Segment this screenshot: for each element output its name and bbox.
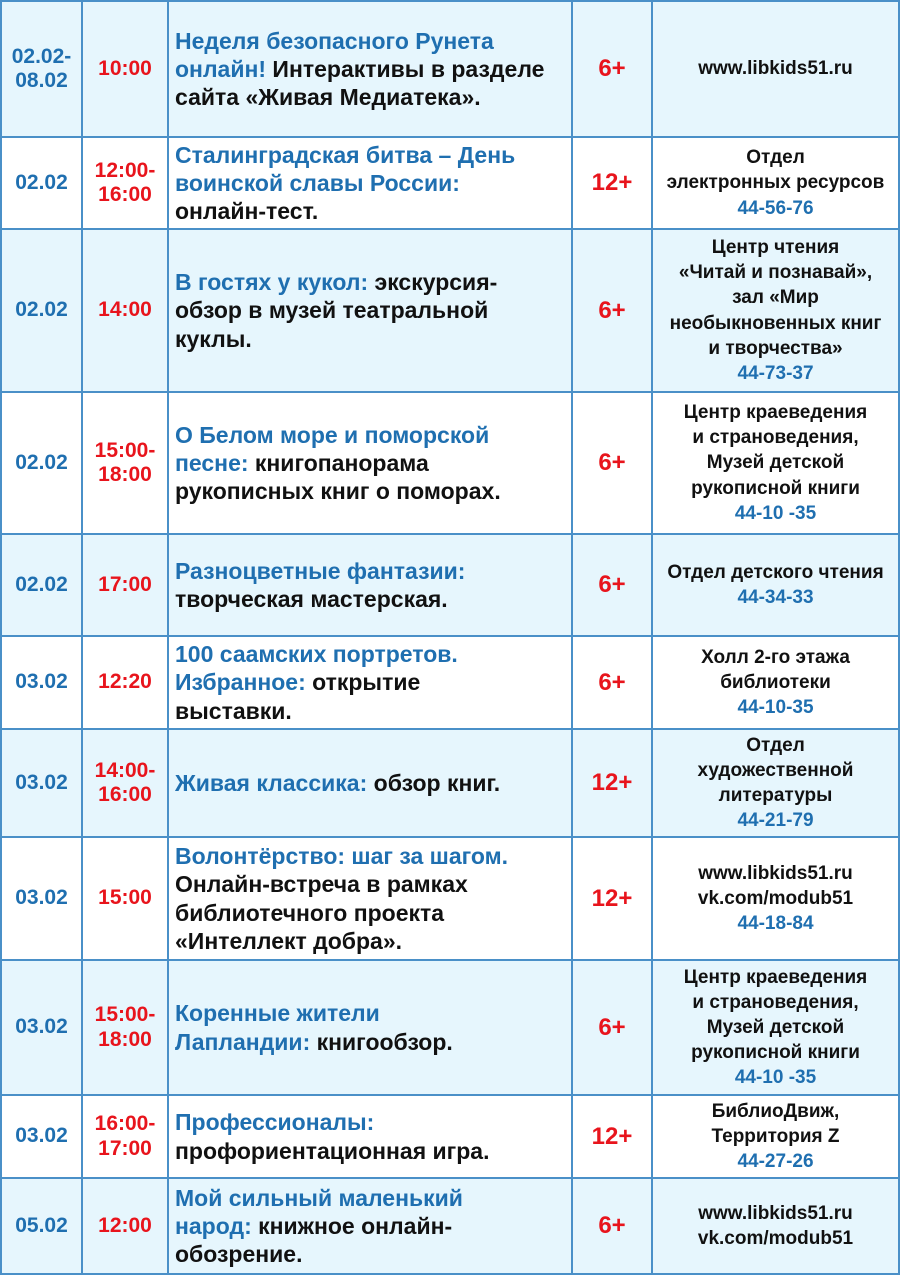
event-row: [1, 1, 899, 137]
phone-number: 44-73-37: [737, 362, 814, 384]
location-line: зал «Мир: [732, 287, 819, 309]
event-date-line: 02.02: [15, 298, 68, 322]
event-time: [82, 1, 168, 137]
event-time-line: 16:00-: [94, 1112, 156, 1136]
location-line: рукописной книги: [691, 1042, 860, 1064]
event-time-line: 17:00: [98, 1136, 152, 1160]
event-date: [1, 729, 82, 837]
phone-number: 44-18-84: [737, 913, 814, 935]
event-detail: экскурсия-: [368, 269, 498, 296]
location-line: www.libkids51.ru: [698, 58, 853, 80]
event-date-line: 05.02: [15, 1213, 68, 1237]
age-rating: 12+: [572, 1095, 652, 1178]
event-date: [1, 229, 82, 392]
event-title: Неделя безопасного Рунета: [175, 27, 494, 54]
event-description: [168, 392, 572, 534]
location-line: Центр чтения: [711, 237, 840, 259]
event-time-line: 15:00: [98, 886, 152, 910]
event-description: [168, 534, 572, 636]
event-title: народ:: [175, 1212, 252, 1239]
event-time-line: 18:00: [98, 463, 152, 486]
event-row: [1, 392, 899, 534]
event-description: [168, 960, 572, 1095]
event-detail: книжное онлайн-: [251, 1212, 453, 1239]
age-rating: 6+: [572, 960, 652, 1095]
event-detail: обзор книг.: [367, 769, 501, 796]
age-rating: 6+: [572, 1, 652, 137]
event-title: Сталинградская битва – День: [175, 141, 516, 168]
location-line: БиблиоДвиж,: [711, 1100, 840, 1122]
event-time: [82, 392, 168, 534]
event-description: [168, 229, 572, 392]
event-detail: обозрение.: [175, 1241, 303, 1268]
event-time: [82, 729, 168, 837]
age-rating: 12+: [572, 729, 652, 837]
event-description: [168, 137, 572, 229]
event-detail: творческая мастерская.: [175, 586, 448, 612]
event-time-line: 14:00: [98, 298, 152, 322]
event-row: [1, 534, 899, 636]
event-date-line: 08.02: [15, 69, 68, 92]
location-line: рукописной книги: [691, 477, 860, 499]
event-detail: рукописных книг о поморах.: [175, 478, 501, 505]
event-time-line: 18:00: [98, 1027, 152, 1051]
event-location: [652, 1, 899, 137]
event-location: [652, 534, 899, 636]
event-date: [1, 1178, 82, 1274]
event-time-line: 15:00-: [94, 1003, 156, 1027]
event-title: Лапландии:: [175, 1028, 311, 1055]
event-title: О Белом море и поморской: [175, 421, 490, 448]
event-time-line: 12:20: [98, 670, 152, 694]
age-rating: 6+: [572, 534, 652, 636]
event-detail: библиотечного проекта: [175, 899, 445, 926]
event-detail: открытие: [305, 669, 421, 696]
event-detail: обзор в музей театральной: [175, 297, 489, 324]
phone-number: 44-10 -35: [734, 502, 817, 524]
event-time: [82, 534, 168, 636]
event-time: [82, 137, 168, 229]
event-date-line: 02.02: [15, 450, 68, 474]
event-title: Избранное:: [175, 669, 306, 696]
age-rating: 6+: [572, 1178, 652, 1274]
event-location: [652, 837, 899, 960]
location-line: библиотеки: [720, 671, 831, 693]
location-line: и страноведения,: [692, 427, 859, 449]
event-row: [1, 1095, 899, 1178]
location-line: электронных ресурсов: [666, 172, 885, 194]
event-detail: онлайн-тест.: [175, 198, 319, 225]
event-time: [82, 837, 168, 960]
location-line: «Читай и познавай»,: [678, 262, 873, 284]
location-line: Отдел: [746, 147, 805, 169]
location-line: www.libkids51.ru: [698, 862, 853, 884]
event-date-line: 03.02: [15, 1015, 68, 1039]
location-line: vk.com/modub51: [697, 887, 854, 909]
location-line: необыкновенных книг: [669, 312, 882, 334]
event-description: [168, 1095, 572, 1178]
location-line: художественной: [697, 759, 854, 781]
location-line: Территория Z: [711, 1125, 840, 1147]
event-location: [652, 636, 899, 729]
event-title: Живая классика:: [175, 769, 368, 796]
location-line: Музей детской: [706, 1016, 845, 1038]
event-date: [1, 1095, 82, 1178]
phone-number: 44-34-33: [737, 587, 814, 608]
location-line: Музей детской: [706, 452, 845, 474]
event-title: Разноцветные фантазии:: [175, 557, 466, 584]
event-time-line: 12:00-: [94, 158, 156, 182]
location-line: Отдел детского чтения: [667, 561, 884, 583]
schedule-body: [1, 1, 899, 1274]
age-rating: 6+: [572, 392, 652, 534]
location-line: Центр краеведения: [683, 402, 868, 424]
event-detail: куклы.: [175, 325, 252, 352]
event-location: [652, 1095, 899, 1178]
event-title: Профессионалы:: [175, 1109, 375, 1136]
phone-number: 44-10-35: [737, 697, 814, 719]
event-location: [652, 229, 899, 392]
location-line: и страноведения,: [692, 991, 859, 1013]
event-time-line: 12:00: [98, 1213, 152, 1237]
event-date-line: 02.02: [15, 572, 68, 596]
event-time: [82, 960, 168, 1095]
event-location: [652, 1178, 899, 1274]
event-detail: «Интеллект добра».: [175, 927, 403, 954]
event-date-line: 02.02: [15, 170, 68, 194]
event-date-line: 03.02: [15, 886, 68, 910]
age-rating: 12+: [572, 137, 652, 229]
event-detail: книгопанорама: [248, 449, 429, 476]
event-location: [652, 960, 899, 1095]
event-description: [168, 837, 572, 960]
event-detail: профориентационная игра.: [175, 1137, 490, 1164]
location-line: и творчества»: [708, 337, 843, 359]
event-date-line: 02.02-: [11, 44, 72, 68]
event-date-line: 03.02: [15, 1124, 68, 1148]
event-date-line: 03.02: [15, 770, 68, 794]
event-row: [1, 1178, 899, 1274]
event-time-line: 16:00: [98, 783, 152, 806]
event-detail: выставки.: [175, 697, 292, 724]
event-location: [652, 392, 899, 534]
age-rating: 12+: [572, 837, 652, 960]
event-date-line: 03.02: [15, 670, 68, 694]
event-title: 100 саамских портретов.: [175, 641, 458, 668]
event-title: песне:: [175, 449, 249, 476]
event-date: [1, 534, 82, 636]
event-title: Коренные жители: [175, 1000, 380, 1027]
event-location: [652, 137, 899, 229]
event-time: [82, 229, 168, 392]
event-row: [1, 837, 899, 960]
event-time-line: 10:00: [98, 56, 152, 80]
event-detail: сайта «Живая Медиатека».: [175, 84, 481, 111]
event-row: [1, 960, 899, 1095]
event-location: [652, 729, 899, 837]
event-description: [168, 1178, 572, 1274]
event-title: Волонтёрство: шаг за шагом.: [175, 843, 509, 870]
age-rating: 6+: [572, 229, 652, 392]
event-time-line: 14:00-: [94, 758, 156, 782]
age-rating: 6+: [572, 636, 652, 729]
event-description: [168, 729, 572, 837]
event-row: [1, 636, 899, 729]
event-row: [1, 137, 899, 229]
phone-number: 44-56-76: [737, 197, 814, 219]
event-detail: Онлайн-встреча в рамках: [175, 871, 468, 898]
event-title: В гостях у кукол:: [175, 269, 369, 296]
event-detail: Интерактивы в разделе: [266, 55, 545, 82]
event-title: воинской славы России:: [175, 169, 460, 196]
event-description: [168, 636, 572, 729]
location-line: Отдел: [746, 734, 805, 756]
event-date: [1, 137, 82, 229]
event-date: [1, 960, 82, 1095]
event-detail: книгообзор.: [310, 1028, 453, 1055]
event-time-line: 16:00: [98, 183, 152, 206]
event-date: [1, 636, 82, 729]
event-date: [1, 392, 82, 534]
event-title: онлайн!: [175, 55, 267, 82]
event-time-line: 17:00: [98, 572, 152, 596]
event-time-line: 15:00-: [94, 438, 156, 462]
phone-number: 44-27-26: [737, 1151, 814, 1173]
event-title: Мой сильный маленький: [175, 1184, 463, 1211]
location-line: Холл 2-го этажа: [701, 646, 850, 668]
location-line: Центр краеведения: [683, 966, 868, 988]
event-description: [168, 1, 572, 137]
event-row: [1, 729, 899, 837]
location-line: литературы: [718, 785, 833, 806]
location-line: www.libkids51.ru: [698, 1202, 853, 1224]
event-date: [1, 837, 82, 960]
location-line: vk.com/modub51: [697, 1228, 854, 1249]
event-date: [1, 1, 82, 137]
phone-number: 44-21-79: [737, 810, 814, 832]
event-time: [82, 636, 168, 729]
event-time: [82, 1095, 168, 1178]
event-row: [1, 229, 899, 392]
event-time: [82, 1178, 168, 1274]
phone-number: 44-10 -35: [734, 1067, 817, 1089]
